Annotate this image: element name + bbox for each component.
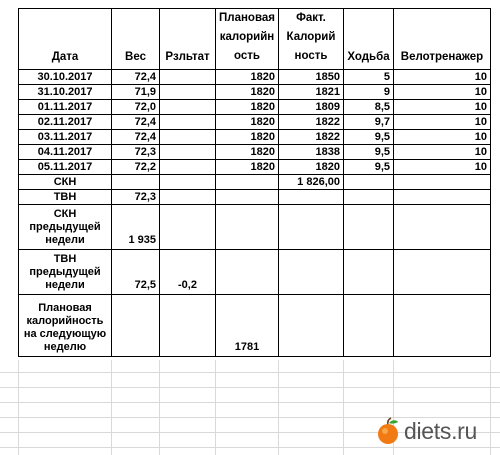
cell-walk[interactable]: 9,5 — [344, 160, 394, 175]
cell-date[interactable]: 31.10.2017 — [19, 85, 112, 100]
cell-result[interactable] — [160, 100, 216, 115]
summary-row-plan-next — [19, 295, 491, 357]
cell-weight[interactable]: 71,9 — [112, 85, 160, 100]
cell-plan[interactable]: 1820 — [216, 145, 279, 160]
cell-bike[interactable]: 10 — [394, 130, 491, 145]
table-row — [19, 145, 491, 160]
summary-row-skn — [19, 175, 491, 190]
header-date[interactable]: Дата — [19, 9, 112, 70]
cell-plan[interactable]: 1820 — [216, 130, 279, 145]
empty-cell[interactable] — [344, 175, 394, 190]
plan-next-label[interactable]: Плановая калорийность на следующую неделю — [19, 295, 112, 357]
empty-cell[interactable] — [216, 175, 279, 190]
apple-icon — [376, 417, 400, 445]
cell-walk[interactable]: 9,5 — [344, 145, 394, 160]
header-fact-calories[interactable]: Факт. Калорий ность — [279, 9, 344, 70]
header-bike[interactable]: Велотренажер — [394, 9, 491, 70]
cell-walk[interactable]: 8,5 — [344, 100, 394, 115]
table-row — [19, 100, 491, 115]
cell-bike[interactable]: 10 — [394, 160, 491, 175]
cell-weight[interactable]: 72,4 — [112, 70, 160, 85]
cell-result[interactable] — [160, 160, 216, 175]
empty-cell[interactable] — [216, 250, 279, 295]
cell-date[interactable]: 04.11.2017 — [19, 145, 112, 160]
cell-result[interactable] — [160, 115, 216, 130]
empty-cell[interactable] — [160, 205, 216, 250]
cell-weight[interactable]: 72,4 — [112, 130, 160, 145]
cell-walk[interactable]: 5 — [344, 70, 394, 85]
cell-date[interactable]: 30.10.2017 — [19, 70, 112, 85]
cell-fact[interactable]: 1838 — [279, 145, 344, 160]
cell-weight[interactable]: 72,4 — [112, 115, 160, 130]
diets-watermark — [376, 415, 477, 447]
header-plan-calories[interactable]: Плановая калорийн ость — [216, 9, 279, 70]
empty-cell[interactable] — [344, 250, 394, 295]
empty-cell[interactable] — [216, 190, 279, 205]
cell-plan[interactable]: 1820 — [216, 70, 279, 85]
table-row — [19, 115, 491, 130]
empty-cell[interactable] — [394, 205, 491, 250]
weight-tracking-table — [18, 8, 491, 357]
cell-result[interactable] — [160, 85, 216, 100]
cell-bike[interactable]: 10 — [394, 100, 491, 115]
empty-cell[interactable] — [160, 295, 216, 357]
cell-bike[interactable]: 10 — [394, 70, 491, 85]
tvn-prev-value[interactable]: 72,5 — [112, 250, 160, 295]
cell-plan[interactable]: 1820 — [216, 85, 279, 100]
skn-prev-label[interactable]: СКН предыдущей недели — [19, 205, 112, 250]
cell-date[interactable]: 01.11.2017 — [19, 100, 112, 115]
cell-result[interactable] — [160, 130, 216, 145]
cell-date[interactable]: 03.11.2017 — [19, 130, 112, 145]
cell-plan[interactable]: 1820 — [216, 100, 279, 115]
cell-bike[interactable]: 10 — [394, 145, 491, 160]
summary-row-tvn — [19, 190, 491, 205]
cell-weight[interactable]: 72,3 — [112, 145, 160, 160]
tvn-prev-result[interactable]: -0,2 — [160, 250, 216, 295]
table-row — [19, 160, 491, 175]
table-row — [19, 85, 491, 100]
summary-row-tvn-prev — [19, 250, 491, 295]
skn-value[interactable]: 1 826,00 — [279, 175, 344, 190]
cell-fact[interactable]: 1820 — [279, 160, 344, 175]
empty-cell[interactable] — [112, 295, 160, 357]
header-result[interactable]: Рзльтат — [160, 9, 216, 70]
cell-walk[interactable]: 9,5 — [344, 130, 394, 145]
cell-weight[interactable]: 72,0 — [112, 100, 160, 115]
cell-plan[interactable]: 1820 — [216, 115, 279, 130]
table-row — [19, 70, 491, 85]
header-walking[interactable]: Ходьба — [344, 9, 394, 70]
empty-cell[interactable] — [394, 250, 491, 295]
table-row — [19, 130, 491, 145]
summary-row-skn-prev — [19, 205, 491, 250]
empty-cell[interactable] — [216, 205, 279, 250]
cell-bike[interactable]: 10 — [394, 85, 491, 100]
header-row — [19, 9, 491, 70]
skn-prev-value[interactable]: 1 935 — [112, 205, 160, 250]
cell-walk[interactable]: 9 — [344, 85, 394, 100]
watermark-text: diets.ru — [404, 417, 478, 444]
cell-result[interactable] — [160, 70, 216, 85]
cell-fact[interactable]: 1809 — [279, 100, 344, 115]
cell-date[interactable]: 05.11.2017 — [19, 160, 112, 175]
cell-date[interactable]: 02.11.2017 — [19, 115, 112, 130]
empty-cell[interactable] — [279, 295, 344, 357]
empty-cell[interactable] — [344, 205, 394, 250]
cell-fact[interactable]: 1822 — [279, 115, 344, 130]
cell-weight[interactable]: 72,2 — [112, 160, 160, 175]
empty-cell[interactable] — [279, 205, 344, 250]
cell-bike[interactable]: 10 — [394, 115, 491, 130]
skn-label[interactable]: СКН — [19, 175, 112, 190]
cell-fact[interactable]: 1822 — [279, 130, 344, 145]
empty-cell[interactable] — [394, 295, 491, 357]
cell-walk[interactable]: 9,7 — [344, 115, 394, 130]
empty-cell[interactable] — [394, 190, 491, 205]
empty-cell[interactable] — [344, 190, 394, 205]
empty-cell[interactable] — [160, 175, 216, 190]
empty-cell[interactable] — [394, 175, 491, 190]
cell-fact[interactable]: 1850 — [279, 70, 344, 85]
header-weight[interactable]: Вес — [112, 9, 160, 70]
empty-cell[interactable] — [279, 190, 344, 205]
cell-result[interactable] — [160, 145, 216, 160]
plan-next-value[interactable]: 1781 — [216, 295, 279, 357]
tvn-value[interactable]: 72,3 — [112, 190, 160, 205]
empty-cell[interactable] — [344, 295, 394, 357]
tvn-prev-label[interactable]: ТВН предыдущей недели — [19, 250, 112, 295]
tvn-label[interactable]: ТВН — [19, 190, 112, 205]
empty-cell[interactable] — [279, 250, 344, 295]
empty-cell[interactable] — [160, 190, 216, 205]
cell-plan[interactable]: 1820 — [216, 160, 279, 175]
cell-fact[interactable]: 1821 — [279, 85, 344, 100]
empty-cell[interactable] — [112, 175, 160, 190]
